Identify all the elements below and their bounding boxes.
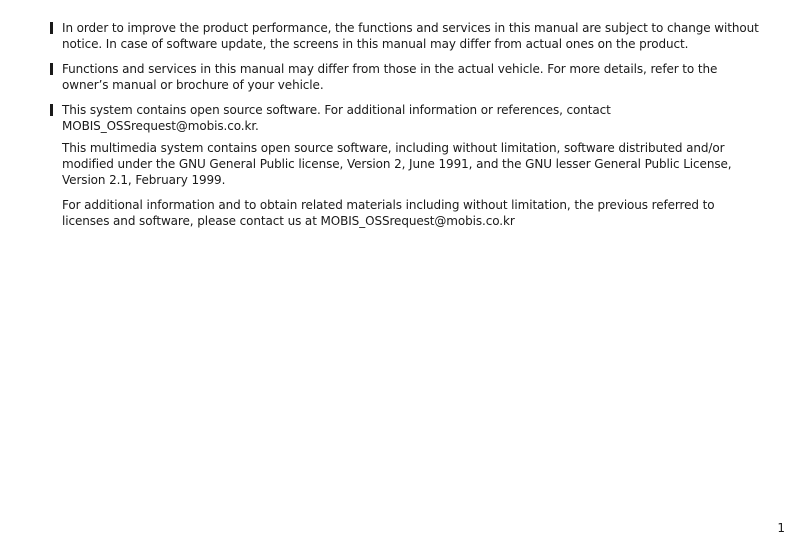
- notice-text: Functions and services in this manual may differ from those in the actual vehicle. For more details, refer to the owner’s manual or brochure of your vehicle.: [62, 62, 718, 92]
- notice-item: [50, 61, 762, 93]
- notice-item: [50, 20, 762, 52]
- notice-text: This multimedia system contains open source software, including without limitation, software distributed and/or modified under the GNU General Public license, Version 2, June 1991, and the GNU lesser General Public License, Version 2.1, February 1999.: [62, 141, 732, 187]
- notice-paragraph: [50, 140, 762, 188]
- notice-text: For additional information and to obtain related materials including without limitation, the previous referred to licenses and software, please contact us at MOBIS_OSSrequest@mobis.co.kr: [62, 198, 715, 228]
- notice-text: In order to improve the product performance, the functions and services in this manual are subject to change without notice. In case of software update, the screens in this manual may differ from actual ones on the product.: [62, 21, 759, 51]
- notice-paragraph: [50, 197, 762, 229]
- notice-text: This system contains open source software. For additional information or references, contact MOBIS_OSSrequest@mobis.co.kr.: [62, 103, 611, 133]
- notice-list: [50, 20, 762, 238]
- notice-item: [50, 102, 762, 134]
- page-number: 1: [777, 521, 785, 535]
